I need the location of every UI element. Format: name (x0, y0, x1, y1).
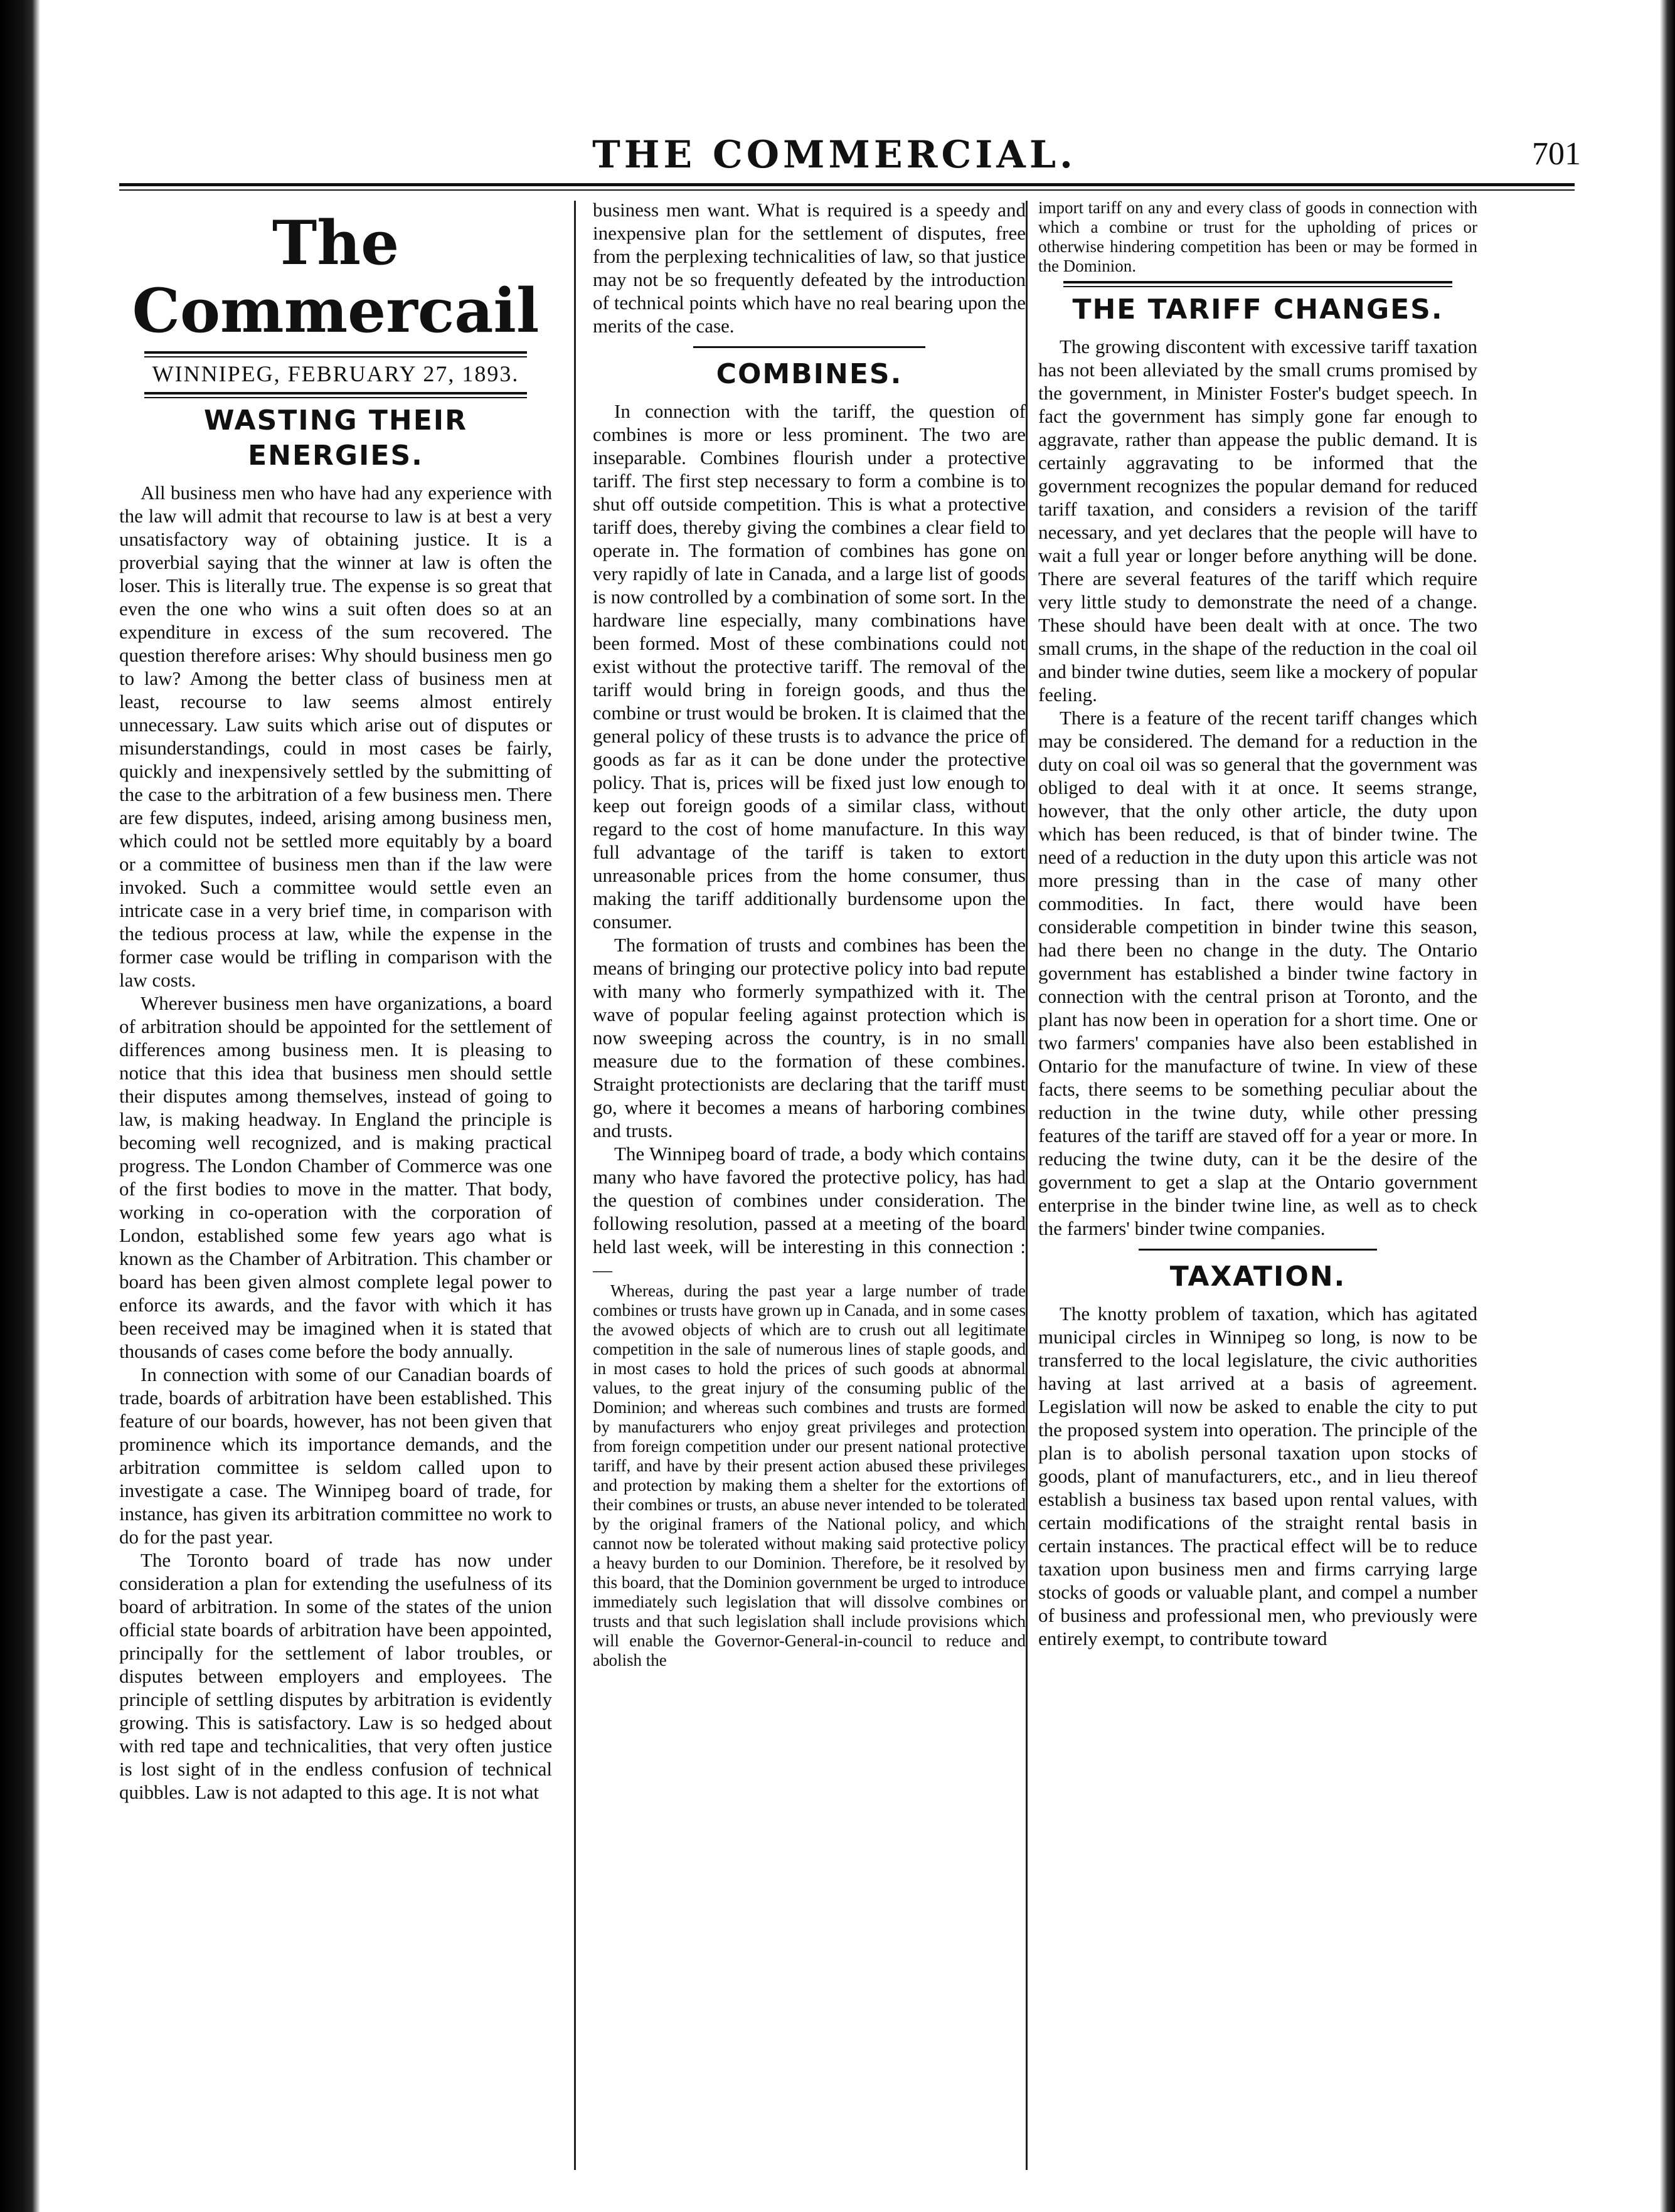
resolution-continuation: import tariff on any and every class of goods in connection with which a combine or trust for the upholding of prices or otherwise hindering competition has been or may be formed in the Dominion. (1038, 198, 1477, 275)
article-paragraph: Wherever business men have organizations, a board of arbitration should be appointed for the settlement of differences among business men. It is pleasing to notice that this idea that business men should settle their disputes among themselves, instead of going to law, is making headway. In England the principle is becoming well recognized, and is making practical progress. The London Chamber of Commerce was one of the first bodies to move in the matter. That body, working in co-operation with the corporation of London, established some few years ago what is known as the Chamber of Arbitration. This chamber or board has been given almost complete legal power to enforce its awards, and the favor with which it has been received may be imagined when it is stated that thousands of cases come before the body annually. (119, 992, 552, 1362)
article-paragraph: The Winnipeg board of trade, a body which contains many who have favored the protective policy, has had the question of combines under consideration. The following resolution, passed at a meeting of the board held last week, will be interesting in this connection :— (593, 1143, 1026, 1281)
article-heading-combines: COMBINES. (716, 358, 903, 390)
article-paragraph: In connection with some of our Canadian boards of trade, boards of arbitration have been established. This feature of our boards, however, has not been given that prominence which its importance demands, and the arbitration committee is seldom called upon to investigate a case. The Winnipeg board of trade, for instance, has given its arbitration committee no work to do for the past year. (119, 1363, 552, 1548)
header-rule-thin (119, 189, 1575, 191)
dateline: WINNIPEG, FEBRUARY 27, 1893. (152, 361, 519, 386)
column-2 (593, 198, 1026, 2180)
running-head (88, 133, 1581, 183)
page-binding-edge (0, 0, 40, 2212)
article-paragraph: The knotty problem of taxation, which has agitated municipal circles in Winnipeg so long, is now to be transferred to the local legislature, the civic authorities having at last arrived at a basis of agreement. Legislation will now be asked to enable the city to put the proposed system into operation. The principle of the plan is to abolish personal taxation upon stocks of goods, plant of manufacturers, etc., and in lieu thereof establish a business tax based upon rental values, with certain modifications of the straight rental basis in certain instances. The practical effect will be to reduce taxation upon business men and firms carrying large stocks of goods or valuable plant, and compel a number of business and professional men, who previously were entirely exempt, to contribute toward (1038, 1303, 1477, 1649)
page-right-edge (1660, 0, 1675, 2212)
column-3 (1038, 198, 1477, 2180)
section-rule (693, 346, 925, 348)
section-rule (1139, 1249, 1377, 1251)
article-paragraph: In connection with the tariff, the question of combines is more or less prominent. The two are inseparable. Combines flourish under a protective tariff. The first step necessary to form a combine is to shut off outside competition. This is what a protective tariff does, thereby giving the combines a clear field to operate in. The formation of combines has gone on very rapidly of late in Canada, and a large list of goods is now controlled by a combination of some sort. In the hardware line especially, many combinations have been formed. Most of these combinations could not exist without the protective tariff. The removal of the tariff would bring in foreign goods, and thus the combine or trust would be broken. It is claimed that the general policy of these trusts is to advance the price of goods as far as it can be done under the protective policy. That is, prices will be fixed just low enough to keep out foreign goods of a similar class, without regard to the cost of home manufacture. In this way full advantage of the tariff is taken to extort unreasonable prices from the home consumer, thus making the tariff additionally burdensome upon the consumer. (593, 400, 1026, 933)
article-continuation: business men want. What is required is a speedy and inexpensive plan for the settlement of disputes, free from the perplexing technicalities of law, so that justice may not be so frequently defeated by the introduction of technical points which have no real bearing upon the merits of the case. (593, 199, 1026, 337)
article-paragraph: All business men who have had any experience with the law will admit that recourse to law is at best a very unsatisfactory way of obtaining justice. It is a proverbial saying that the winner at law is often the loser. This is literally true. The expense is so great that even the one who wins a suit often does so at an expenditure in excess of the sum recovered. The question therefore arises: Why should business men go to law? Among the better class of business men at least, recourse to law seems almost entirely unnecessary. Law suits which arise out of disputes or misunderstandings, could in most cases be fairly, quickly and inexpensively settled by the submitting of the case to the arbitration of a few business men. There are few disputes, indeed, arising among business men, which could not be settled more equitably by a board or a committee of business men than if the law were invoked. Such a committee would settle even an intricate case in a very brief time, in comparison with the tedious process at law, while the expense in the former case would be trifling in comparison with the law costs. (119, 482, 552, 991)
running-title: THE COMMERCIAL. (592, 133, 1077, 177)
masthead-rule (144, 351, 527, 357)
article-paragraph: The Toronto board of trade has now under consideration a plan for extending the usefulness of its board of arbitration. In some of the states of the union official state boards of arbitration have been appointed, principally for the settlement of labor troubles, or disputes between employers and employees. The principle of settling disputes by arbitration is evidently growing. This is satisfactory. Law is so hedged about with red tape and technicalities, that very often justice is lost sight of in the endless confusion of technical quibbles. Law is not adapted to this age. It is not what (119, 1549, 552, 1803)
resolution-text: Whereas, during the past year a large number of trade combines or trusts have grown up in Canada, and in some cases the avowed objects of which are to crush out all legitimate competition in the sale of numerous lines of staple goods, and in most cases to hold the prices of such goods at abnormal values, to the great injury of the consuming public of the Dominion; and whereas such combines and trusts are formed by manufacturers who enjoy great privileges and protection from foreign competition under our present national protective tariff, and have by their present action abused these privileges and protection by making them a shelter for the extortions of their combines or trusts, an abuse never intended to be tolerated by the original framers of the National policy, and which cannot now be tolerated without making said protective policy a heavy burden to our Dominion. Therefore, be it resolved by this board, that the Dominion government be urged to introduce immediately such legislation that will dissolve combines or trusts and that such legislation shall include provisions which will enable the Governor-General-in-council to reduce and abolish the (593, 1281, 1026, 1670)
article-paragraph: There is a feature of the recent tariff changes which may be considered. The demand for a reduction in the duty on coal oil was so general that the government was obliged to deal with it at once. It seems strange, however, that the only other article, the duty upon which has been reduced, is that of binder twine. The need of a reduction in the duty upon this article was not more pressing than in the case of many other commodities. In fact, there would have been considerable competition in binder twine this season, had there been no change in the duty. The Ontario government has established a binder twine factory in connection with the central prison at Toronto, and the plant has now been in operation for a short time. One or two farmers' companies have also been established in Ontario for the manufacture of twine. In view of these facts, there seems to be something peculiar about the reduction in the twine duty, while other pressing features of the tariff are staved off for a year or more. In reducing the twine duty, can it be the desire of the government to get a slap at the Ontario government enterprise in the binder twine line, as well as to check the farmers' binder twine companies. (1038, 707, 1477, 1239)
column-rule-2 (1026, 201, 1028, 2170)
article-paragraph: The growing discontent with excessive tariff taxation has not been alleviated by the small crums promised by the government, in Minister Foster's budget speech. In fact the government has simply gone far enough to aggravate, rather than appease the public demand. It is certainly aggravating to be informed that the government recognizes the popular demand for reduced tariff taxation, and considers a revision of the tariff necessary, and yet declares that the people will have to wait a full year or longer before anything will be done. There are several features of the tariff which require very little study to demonstrate the need of a change. These should have been dealt with at once. The two small crums, in the shape of the reduction in the coal oil and binder twine duties, seem like a mockery of popular feeling. (1038, 336, 1477, 706)
article-heading-tariff-changes: THE TARIFF CHANGES. (1072, 294, 1444, 325)
article-heading-wasting-energies: WASTING THEIR ENERGIES. (203, 405, 468, 472)
masthead-title: The Commercail (132, 208, 540, 346)
section-rule (1063, 281, 1452, 287)
article-paragraph: The formation of trusts and combines has been the means of bringing our protective policy into bad repute with many who formerly sympathized with it. The wave of popular feeling against protection which is now sweeping across the country, is in no small measure due to the formation of these combines. Straight protectionists are declaring that the tariff must go, where it becomes a means of harboring combines and trusts. (593, 934, 1026, 1141)
article-heading-taxation: TAXATION. (1169, 1261, 1346, 1293)
column-rule-1 (574, 201, 576, 2170)
header-rule (119, 183, 1575, 186)
column-1 (119, 198, 552, 2180)
dateline-rule (144, 392, 527, 398)
page-number: 701 (1532, 136, 1581, 172)
